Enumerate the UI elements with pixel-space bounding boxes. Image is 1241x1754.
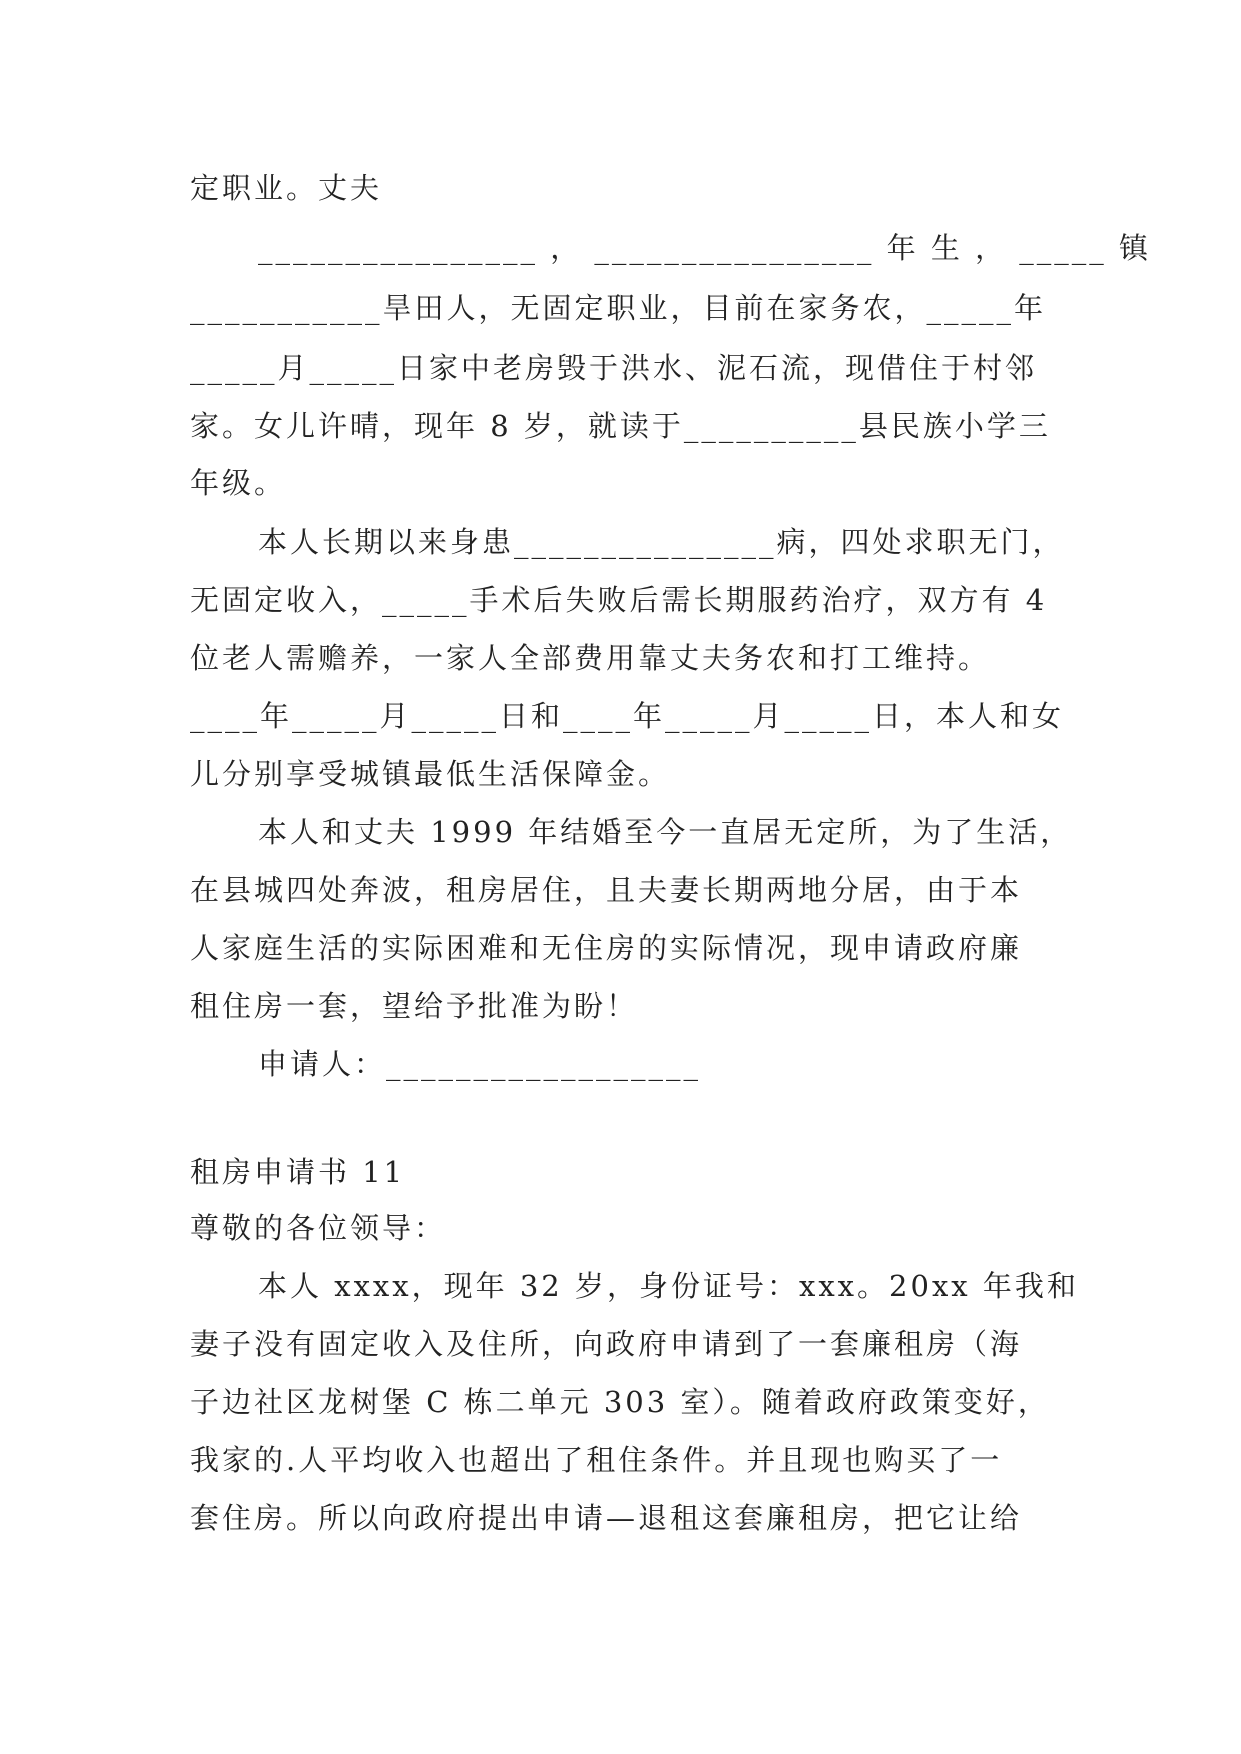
text-line: ____年_____月_____日和____年_____月_____日，本人和女 [190, 699, 1065, 733]
text-line: 我家的.人平均收入也超出了租住条件。并且现也购买了一 [190, 1443, 1003, 1477]
text-line: 定职业。丈夫 [190, 171, 383, 205]
text-line: ___________旱田人，无固定职业，目前在家务农，_____年 [190, 291, 1047, 325]
text-line: 家。女儿许晴，现年 8 岁，就读于__________县民族小学三 [190, 409, 1051, 443]
paragraph-start: 本人和丈夫 1999 年结婚至今一直居无定所，为了生活， [258, 815, 1073, 849]
text-line: 子边社区龙树堡 C 栋二单元 303 室）。随着政府政策变好， [190, 1385, 1050, 1419]
paragraph-start: 本人长期以来身患_______________病，四处求职无门， [258, 525, 1065, 559]
salutation: 尊敬的各位领导： [190, 1211, 447, 1245]
text-line: 套住房。所以向政府提出申请—退租这套廉租房，把它让给 [190, 1501, 1023, 1535]
text-line: 儿分别享受城镇最低生活保障金。 [190, 757, 671, 791]
text-line: ________________ ， ________________ 年 生 ， _____ 镇 [258, 231, 1152, 265]
text-line: 在县城四处奔波，租房居住，且夫妻长期两地分居，由于本 [190, 873, 1023, 907]
section-title: 租房申请书 11 [190, 1155, 406, 1189]
text-line: 租住房一套，望给予批准为盼！ [190, 989, 639, 1023]
text-line: 年级。 [190, 466, 287, 500]
paragraph-start: 本人 xxxx，现年 32 岁，身份证号：xxx。20xx 年我和 [258, 1269, 1079, 1303]
text-line: 位老人需赡养，一家人全部费用靠丈夫务农和打工维持。 [190, 641, 991, 675]
text-line: _____月_____日家中老房毁于洪水、泥石流，现借住于村邻 [190, 351, 1038, 385]
text-line: 无固定收入，_____手术后失败后需长期服药治疗，双方有 4 [190, 583, 1048, 617]
text-line: 妻子没有固定收入及住所，向政府申请到了一套廉租房（海 [190, 1327, 1023, 1361]
text-line: 人家庭生活的实际困难和无住房的实际情况，现申请政府廉 [190, 931, 1023, 965]
signature-line: 申请人：__________________ [258, 1047, 702, 1081]
